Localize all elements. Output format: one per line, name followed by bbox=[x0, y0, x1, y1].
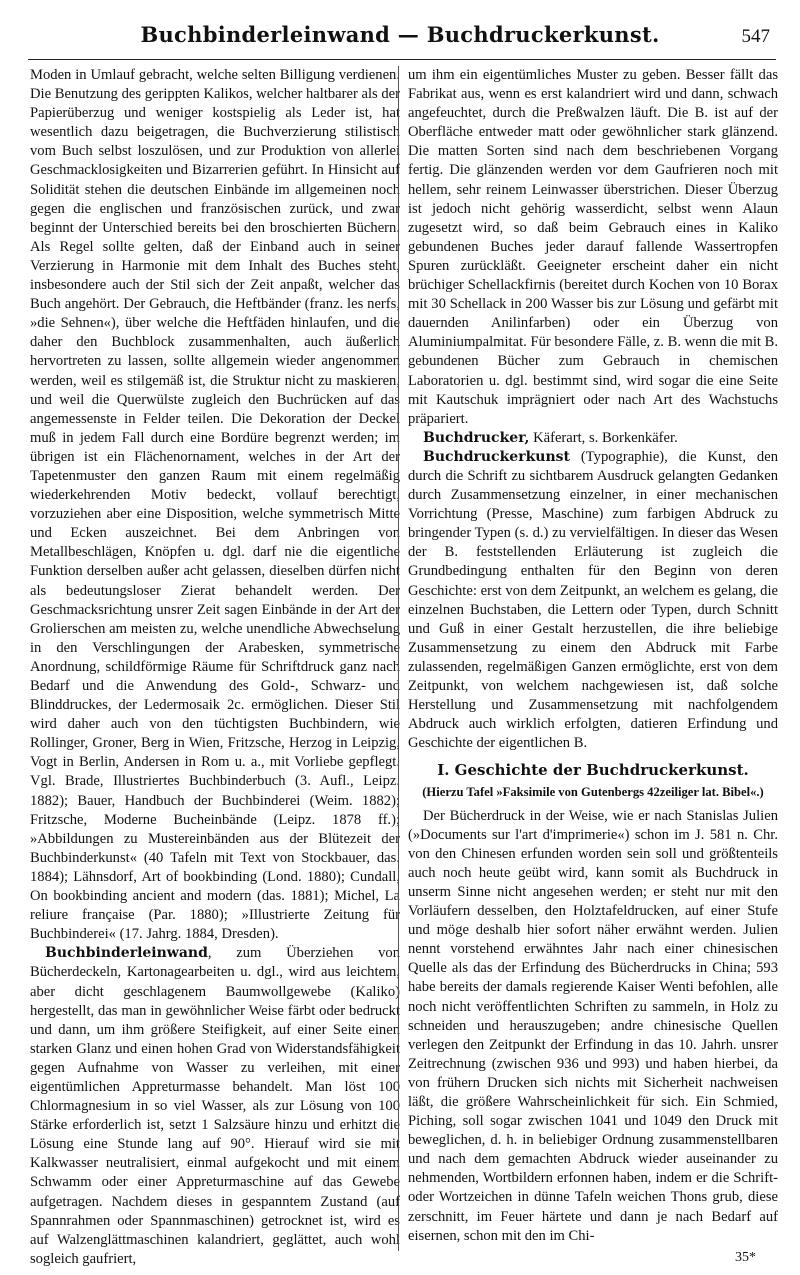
entry-buchbinderleinwand bbox=[30, 944, 400, 1269]
entry-continuation-right: um ihm ein eigentümliches Muster zu geben. Besser fällt das Fabrikat aus, wenn es erst kalandriert wird und dann, schwach angefeuchtet, durch die Preßwalzen läuft. Die B. ist auf der Oberfläche entweder matt oder gewöhnlicher stark glänzend. Die matten Sorten sind nach dem beschriebenen Vorgang fertig. Die glänzenden werden vor dem Gaufrieren noch mit hellem, sehr reinem Leinwasser überstrichen. Dieser Überzug ist jedoch nicht gehörig wasserdicht, selbst wenn Alaun zugesetzt wird, so daß beim Gebrauch eines in Kaliko gebundenen Buches jeder darauf fallende Wassertropfen Spuren zurückläßt. Geeigneter erscheint daher ein nicht brüchiger Schellackfirnis (bereitet durch Kochen von 10 Borax mit 30 Schellack in 200 Wasser bis zur Lösung und gefärbt mit dauernden Anilinfarben) oder ein Überzug von Aluminiumpalmitat. Für besondere Fälle, z. B. wenn die mit B. gebundenen Bücher zum Gebrauch in chemischen Laboratorien u. dgl. bestimmt sind, wird sogar die eine Seite mit Kautschuk imprägniert oder nach Art des Wachstuchs präpariert. bbox=[408, 67, 778, 427]
section-paragraph: Der Bücherdruck in der Weise, wie er nach Stanislas Julien (»Documents sur l'art d'imprimerie«) schon im J. 581 n. Chr. von den Chinesen erfunden worden sein soll und größtenteils auch noch heute geübt wird, kann somit als Buchdruck in unserm Sinne nicht angesehen werden; er steht nur mit den Vorläufern desselben, den Holztafeldrucken, auf einer Stufe und möge deshalb hier sofort näher erwähnt werden. Julien nennt vorstehend erwähntes Jahr nach einer chinesischen Quelle als das der Erfindung des Bücherdrucks in China; 593 habe bereits der damals regierende Kaiser Wenti befohlen, alle noch nicht veröffentlichten Schriften zu sammeln, in Holz zu schneiden und herauszugeben; andre chinesische Quellen verlegen den Zeitpunkt der Erfindung in das 10. Jahrh. unsrer Zeitrechnung (zwischen 936 und 993) und haben hierbei, da von frühern Drucken sich nichts mit Sicherheit nachweisen läßt, die größere Wahrscheinlichkeit für sich. Ein Schmied, Piching, soll sogar zwischen 1041 und 1049 den Druck mit beweglichen, d. h. in beliebiger Ordnung zusammenstellbaren und nach dem gemachten Abdruck wieder auseinander zu nehmenden, Wortbildern erfonnen haben, indem er die Schrift- oder Wortzeichen in dünne Tafeln weichen Thons grub, diese zerschnitt, im Feuer härtete und dann je nach Bedarf auf eisernen, schon mit den im Chi- bbox=[408, 807, 778, 1244]
page-number: 547 bbox=[741, 26, 770, 47]
section-heading: I. Geschichte der Buchdruckerkunst. bbox=[437, 761, 749, 780]
entry-buchdrucker bbox=[408, 429, 778, 448]
column-divider bbox=[398, 66, 399, 1251]
entry-text: (Typographie), die Kunst, den durch die Schrift zu sichtbarem Ausdruck gelangten Gedanken durch Zusammensetzung einzelner, in einer mechanischen Vorrichtung (Presse, Maschine) zum farbigen Abdruck zu bringender Typen (s. d.) zu vervielfältigen. In dieser das Wesen der B. feststellenden Erläuterung ist zugleich die Grundbedingung enthalten für den Beginn von deren Geschichte: erst von dem Zeitpunkt, an welchem es gelang, die einzelnen Buchstaben, die Lettern oder Typen, durch Schnitt und Guß in einer Gestalt herzustellen, die ihre beliebige Zusammensetzung zu einem den Abdruck mit Farbe zulassenden, regelmäßigen Ganzen ermöglichte, erst von dem Zeitpunkt, von welchem nachgewiesen ist, daß solche Herstellung und Zusammensetzung mit nachfolgendem Abdruck auch wirklich erfolgten, datieren Erfindung und Geschichte der eigentlichen B. bbox=[408, 448, 778, 752]
lemma-buchdrucker: Buchdrucker, bbox=[423, 429, 530, 446]
entry-buchdruckerkunst bbox=[408, 448, 778, 754]
lemma-buchdruckerkunst: Buchdruckerkunst bbox=[423, 448, 570, 465]
right-column bbox=[408, 66, 778, 1251]
entry-text: Käferart, s. Borkenkäfer. bbox=[529, 429, 678, 446]
entry-text: , zum Überziehen von Bücherdeckeln, Kartonagearbeiten u. dgl., wird aus leichtem, aber dicht geschlagenem Baumwollgewebe (Kaliko) hergestellt, das man in gewöhnlicher Weise färbt oder bedruckt und dann, um ihm größere Steifigkeit, auf einer Seite einen starken Glanz und einen hohen Grad von Widerstandsfähigkeit gegen Aufnahme von Wasser zu verleihen, mit einer eigentümlichen Appreturmasse behandelt. Man löst 100 Chlormagnesium in so viel Wasser, als zur Lösung von 100 Stärke erforderlich ist, setzt 1 Salzsäure hinzu und erhitzt die Lösung eine Stunde lang auf 90°. Hierauf wird sie mit Kalkwasser neutralisiert, einmal aufgekocht und mit einem Schwamm oder einer Appreturmaschine auf das Gewebe aufgetragen. Nachdem dieses in gespanntem Zustand (auf Spannrahmen oder Spannmaschinen) getrocknet ist, wird es auf Walzenglättmaschinen kalandriert, geglättet, auch wohl sogleich gaufriert, bbox=[30, 945, 400, 1267]
printer-signature: 35* bbox=[735, 1250, 756, 1265]
entry-continuation: Moden in Umlauf gebracht, welche selten Billigung verdienen. Die Benutzung des gerippten Kalikos, welcher haltbarer als der Papierüberzug und weniger kostspielig als Leder ist, hat wesentlich dazu beigetragen, die Buchverzierung stilistisch vom Buch selbst loszulösen, und zur Produktion von allerlei Geschmacklosigkeiten und Bizarrerien geführt. In Hinsicht auf Solidität stehen die deutschen Einbände im allgemeinen noch gegen die englischen und französischen zurück, und zwar beginnt der Unterschied bereits bei den broschierten Büchern. Als Regel sollte gelten, daß der Einband auch in seiner Verzierung in Harmonie mit dem Inhalt des Buches steht, insbesondere auch der Stil sich der Zeit anpaßt, welcher das Buch angehört. Der Gebrauch, die Heftbänder (franz. les nerfs, »die Sehnen«), über welche die Heftfäden hinlaufen, und die daher den Buchblock zusammenhalten, auch äußerlich hervortreten zu lassen, sollte allgemein wieder angenommen werden, weil es stilgemäß ist, die Struktur nicht zu maskieren, und weil die Querwülste zugleich den Buchrücken auf das angemessenste in Felder teilen. Die Dekoration der Deckel muß in jedem Fall durch eine Bordüre begrenzt werden; im übrigen ist ein Flächenornament, welches in der Art der Tapetenmuster den ganzen Raum mit einem regelmäßig wiederkehrenden Motiv bedeckt, vollauf berechtigt, vorzuziehen aber eine Disposition, welche symmetrisch Mitte und Ecken auszeichnet. Bei dem Anbringen von Metallbeschlägen, Knöpfen u. dgl. darf nie die eigentliche Funktion derselben außer acht gelassen, dieselben dürfen nicht als bedeutungsloser Zierat behandelt werden. Der Geschmacksrichtung unsrer Zeit sagen Einbände in der Art der Grolierschen am meisten zu, welche unendliche Abwechselung in den Verschlingungen der Arabesken, symmetrische Anordnung, schildförmige Räume für Schriftdruck ganz nach Bedarf und die Anwendung des Gold-, Schwarz- und Blinddruckes, der Ledermosaik 2c. ermöglichen. Dieser Stil wird daher auch von den tüchtigsten Buchbindern, wie Rollinger, Groner, Berg in Wien, Fritzsche, Herzog in Leipzig, Vogt in Berlin, Andersen in Rom u. a., mit Vorliebe gepflegt. Vgl. Brade, Illustriertes Buchbinderbuch (3. Aufl., Leipz. 1882); Bauer, Handbuch der Buchbinderei (Weim. 1882); Fritzsche, Moderne Bucheinbände (Leipz. 1878 ff.); »Abbildungen zu Mustereinbänden aus der Blütezeit der Buchbinderkunst« (40 Tafeln mit Text von Stockbauer, das. 1884); Lähnsdorf, Art of bookbinding (Lond. 1880); Cundall, On bookbinding ancient and modern (das. 1881); Michel, La reliure française (Par. 1880); »Illustrierte Zeitung für Buchbinderei« (17. Jahrg. 1884, Dresden). bbox=[30, 67, 400, 943]
left-column bbox=[30, 66, 400, 1267]
running-title: Buchbinderleinwand — Buchdruckerkunst. bbox=[140, 22, 660, 47]
section-note: (Hierzu Tafel »Faksimile von Gutenbergs 42zeiliger lat. Bibel«.) bbox=[422, 785, 764, 800]
header-rule bbox=[28, 59, 776, 60]
lemma-buchbinderleinwand: Buchbinderleinwand bbox=[45, 945, 208, 962]
